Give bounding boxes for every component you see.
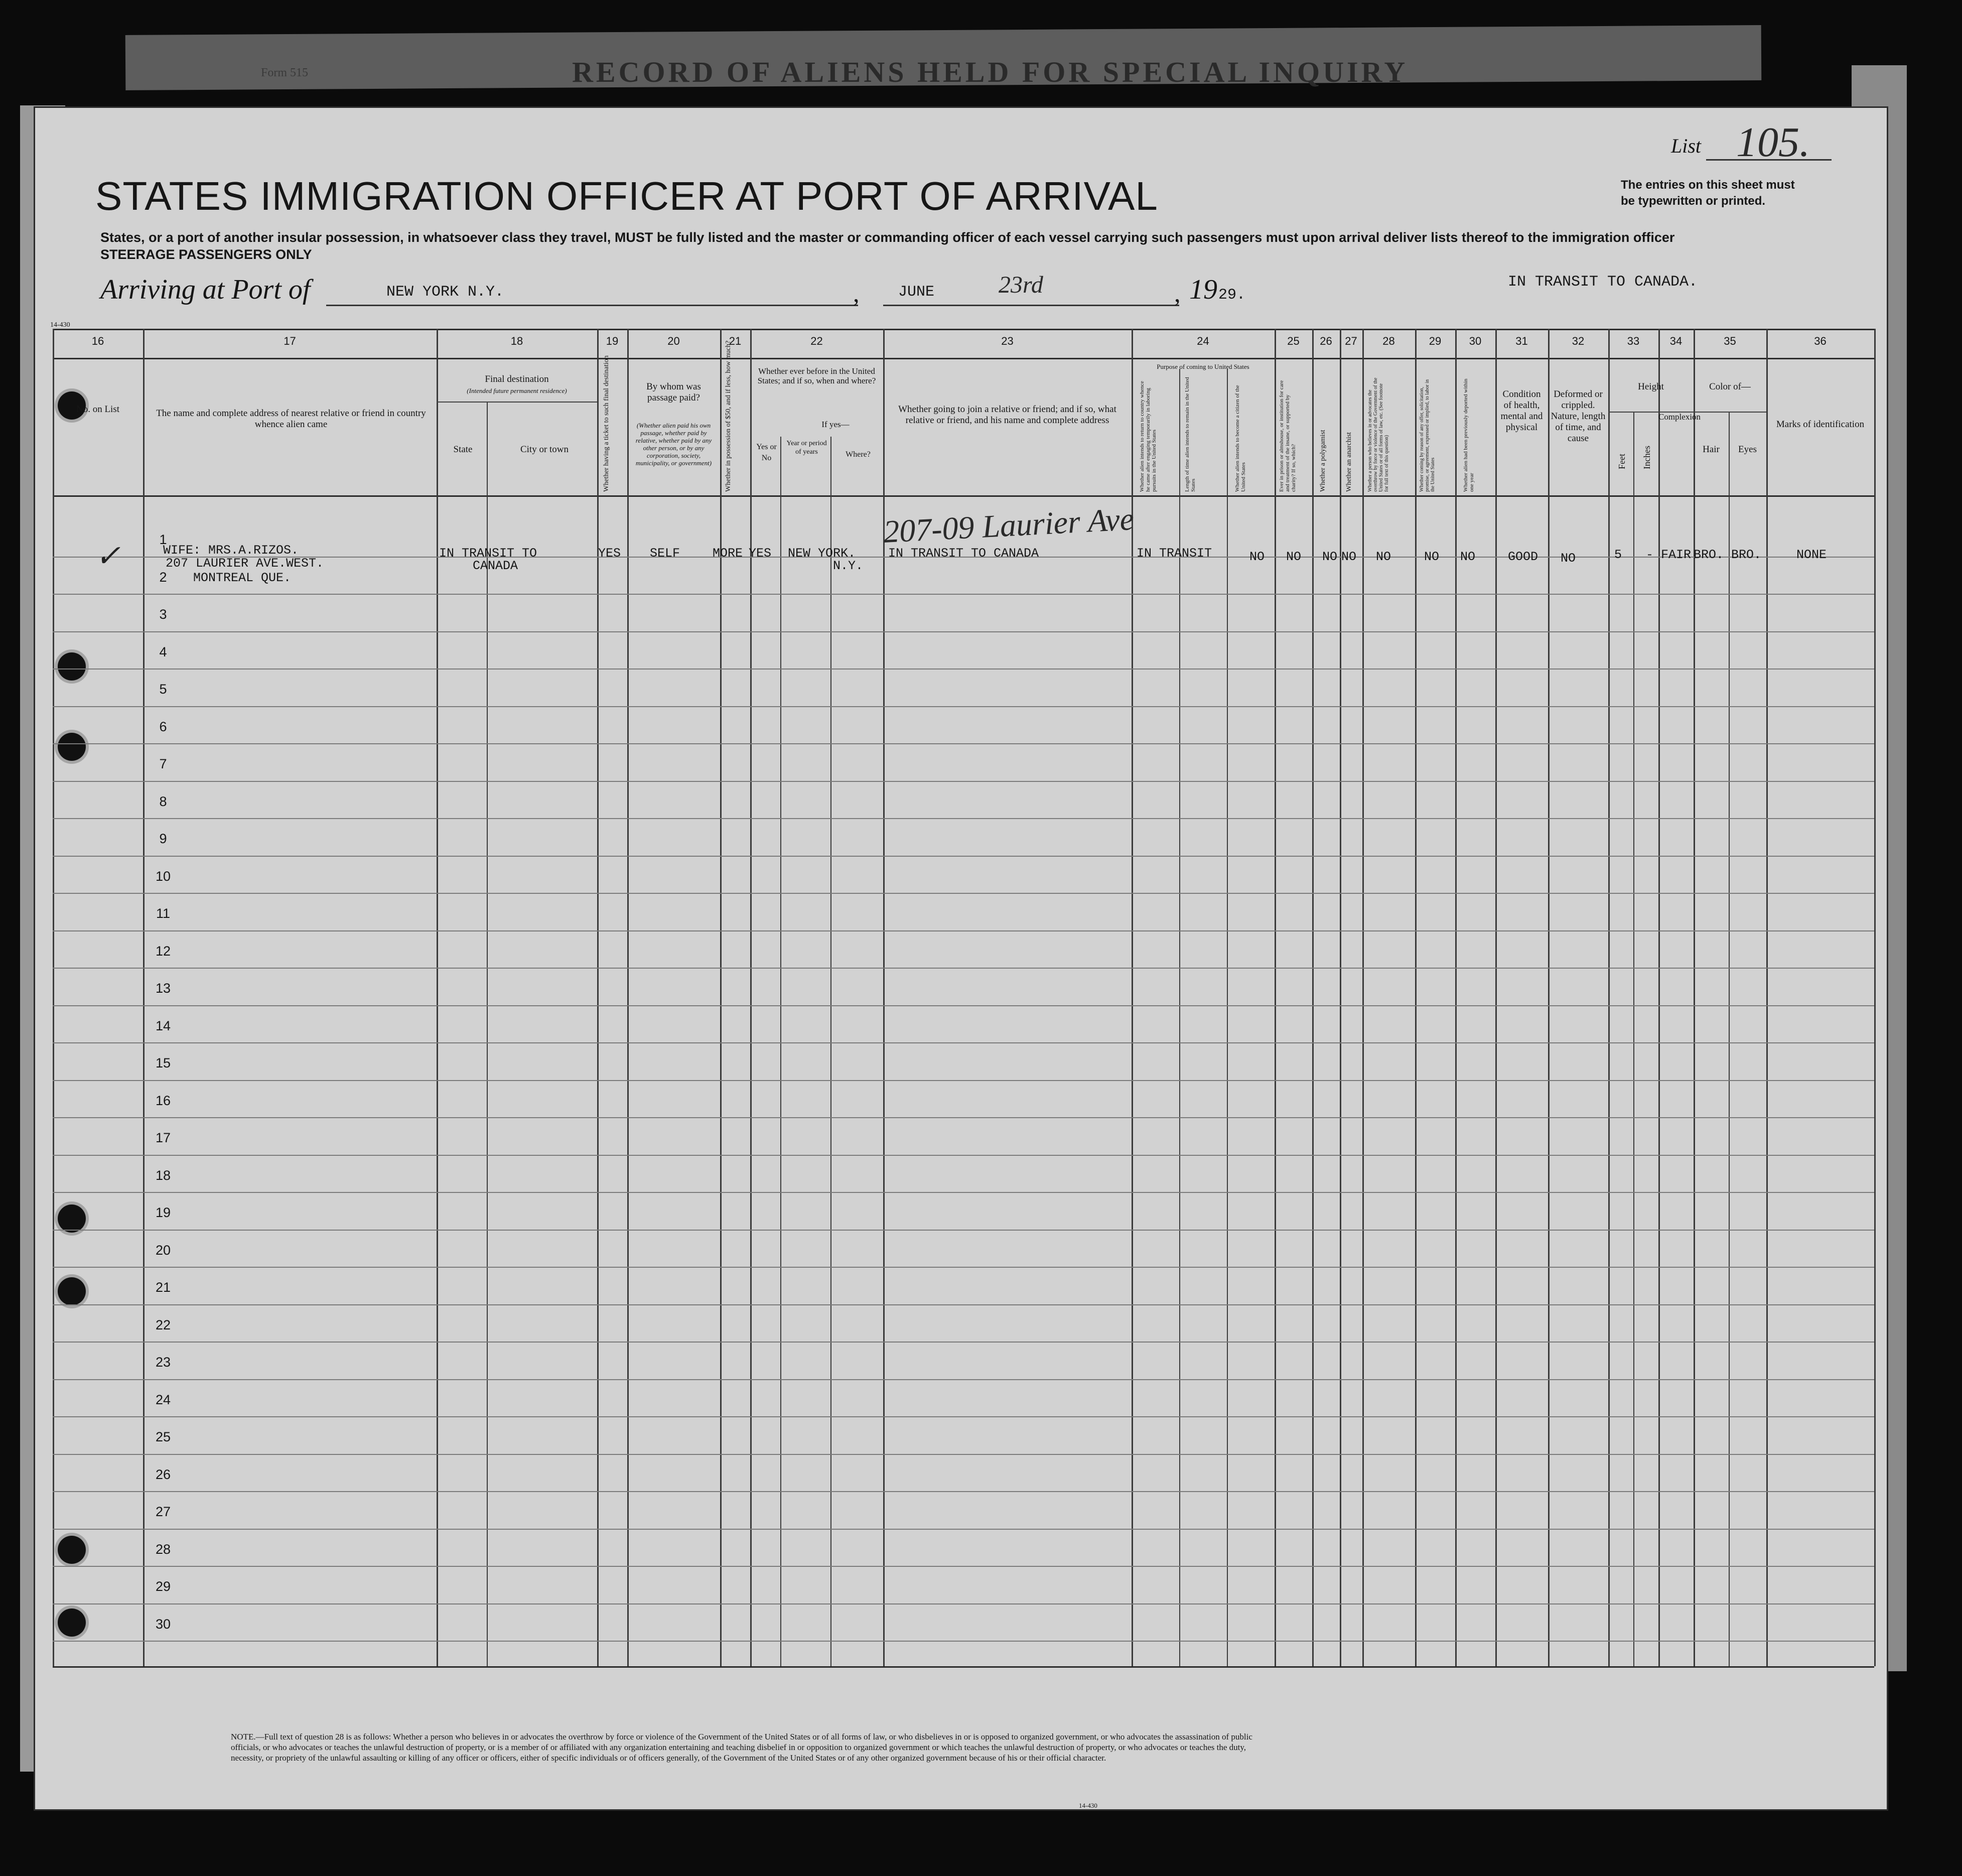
- column-number: 34: [1669, 335, 1683, 347]
- row-line: [53, 1454, 1874, 1455]
- year-prefix: 19: [1189, 274, 1217, 305]
- row-number: 29: [155, 1579, 171, 1594]
- row-line: [53, 1155, 1874, 1156]
- port-value: NEW YORK N.Y.: [386, 284, 504, 301]
- header-joining: Whether going to join a relative or friend; and if so, what relative or friend, and his name and complete address: [898, 404, 1116, 426]
- citizen-value: NO: [1249, 550, 1265, 564]
- where-line-2: N.Y.: [833, 559, 864, 573]
- row-line: [53, 1603, 1874, 1604]
- punch-hole: [58, 1609, 86, 1637]
- divider: [1694, 412, 1766, 413]
- header-complexion: Complexion: [1658, 412, 1701, 422]
- column-number: 25: [1287, 335, 1300, 347]
- column-number: 22: [810, 335, 823, 347]
- header-state: State: [453, 444, 473, 455]
- row-line: [53, 1491, 1874, 1492]
- table-top-border: [53, 329, 1874, 330]
- column-line: [1340, 329, 1341, 1666]
- handwritten-address: 207-09 Laurier Ave: [882, 500, 1135, 550]
- header-overthrow: Whether a person who believes in or advocates the overthrow by force or violence of the Government of the United States or of all forms of law, etc. (See footnote for full text of this question): [1367, 377, 1389, 492]
- check-mark: ✓: [95, 540, 121, 573]
- row-line: [53, 743, 1874, 744]
- header-purpose-b: Length of time alien intends to remain in the United States: [1184, 377, 1196, 492]
- instruction-line-1: The entries on this sheet must: [1621, 178, 1795, 192]
- column-number: 16: [91, 335, 104, 347]
- table-bottom-border: [53, 1666, 1874, 1668]
- column-line: [750, 329, 752, 1666]
- row-number: 4: [159, 644, 167, 659]
- row-number: 1: [159, 532, 167, 547]
- state-line-1: IN TRANSIT TO: [439, 546, 537, 561]
- header-height: Height: [1638, 381, 1664, 392]
- list-label: List: [1671, 135, 1702, 157]
- column-number: 27: [1345, 335, 1357, 347]
- joining-value: IN TRANSIT TO CANADA: [888, 546, 1039, 561]
- inches-value: -: [1646, 548, 1654, 562]
- date-underline: [883, 305, 1179, 306]
- row-line: [53, 1267, 1874, 1268]
- column-line: [1495, 329, 1497, 1666]
- header-color-of: Color of—: [1709, 381, 1751, 392]
- comma: ,: [853, 279, 860, 307]
- header-city: City or town: [520, 444, 569, 455]
- footnote: NOTE.—Full text of question 28 is as follows: Whether a person who believes in or advocates the overthrow by force or violence of the Government of the United States or of all forms of law, or who disbelieves in or is opposed to organized government, or who advocates the assassination of public officials, or who advocates or teaches the unlawful destruction of property, or is a member of or affiliated with any organization entertaining and teaching disbelief in or opposition to organized government or which teaches the unlawful destruction of property, or who advocates or teaches the duty, necessity, or propriety of the unlawful assaulting or killing of any officer or officers, either of specific individuals or of officers generally, of the Government of the United States or of any other organized government because of his or their official character.: [231, 1732, 1252, 1763]
- punch-hole: [58, 1536, 86, 1564]
- overthrow-value: NO: [1376, 550, 1391, 564]
- row-number: 7: [159, 756, 167, 771]
- row-number: 8: [159, 793, 167, 809]
- row-line: [53, 1379, 1874, 1380]
- column-number: 31: [1515, 335, 1528, 347]
- column-number: 28: [1382, 335, 1395, 347]
- header-no-on-list: No. on List: [76, 404, 120, 415]
- sub-column-line: [1729, 412, 1730, 1666]
- column-number: 30: [1469, 335, 1482, 347]
- port-underline: [326, 305, 858, 306]
- money-value: MORE: [713, 546, 743, 561]
- row-line: [53, 856, 1874, 857]
- arriving-label: Arriving at Port of: [100, 274, 311, 305]
- column-line: [1608, 329, 1610, 1666]
- row-line: [53, 930, 1874, 931]
- day-value: 23rd: [999, 272, 1043, 298]
- complexion-value: FAIR: [1661, 548, 1692, 562]
- row-number: 3: [159, 607, 167, 622]
- header-coming-offer: Whether coming by reason of any offer, solicitation, promise, or agreement, expressed or implied, to labor in the United States: [1419, 379, 1436, 492]
- row-line: [53, 594, 1874, 595]
- header-yes-no: Yes or No: [756, 443, 777, 462]
- row-number: 19: [155, 1205, 171, 1220]
- header-polygamist: Whether a polygamist: [1319, 430, 1327, 492]
- header-prison: Ever in prison or almshouse, or institution for care and treatment of the insane, or supported by charity? If so, which?: [1279, 380, 1297, 492]
- column-number: 17: [284, 335, 296, 347]
- header-nearest-relative: The name and complete address of nearest relative or friend in country whence alien came: [156, 408, 426, 430]
- anarchist-value: NO: [1341, 550, 1357, 564]
- row-line: [53, 1304, 1874, 1305]
- ticket-value: YES: [598, 546, 621, 561]
- column-number-border: [53, 358, 1874, 359]
- polygamist-value: NO: [1322, 550, 1338, 564]
- sub-column-line: [830, 437, 831, 1666]
- header-year-period: Year or period of years: [786, 440, 827, 456]
- header-deformed: Deformed or crippled. Nature, length of time, and cause: [1551, 389, 1606, 444]
- divider: [437, 401, 597, 403]
- where-line-1: NEW YORK.: [788, 546, 856, 561]
- header-where: Where?: [846, 450, 871, 459]
- row-number: 20: [155, 1242, 171, 1258]
- row-line: [53, 781, 1874, 782]
- punch-hole: [58, 652, 86, 681]
- purpose-value: IN TRANSIT: [1137, 546, 1212, 561]
- header-if-yes: If yes—: [821, 420, 850, 429]
- sub-column-line: [487, 401, 488, 1666]
- header-anarchist: Whether an anarchist: [1345, 432, 1353, 492]
- header-passage-paid: By whom was passage paid?: [646, 381, 701, 403]
- row-number: 12: [155, 943, 171, 959]
- header-bottom-border: [53, 495, 1874, 497]
- comma: ,: [1174, 279, 1181, 307]
- column-line: [720, 329, 722, 1666]
- column-line: [1415, 329, 1417, 1666]
- health-value: GOOD: [1508, 550, 1538, 564]
- before-yes-value: YES: [749, 546, 772, 561]
- row-number: 11: [156, 906, 171, 921]
- column-line: [53, 329, 54, 1666]
- row-line: [53, 1080, 1874, 1081]
- prison-value: NO: [1286, 550, 1302, 564]
- column-line: [143, 329, 145, 1666]
- punch-hole: [58, 1204, 86, 1233]
- row-number: 15: [155, 1055, 171, 1070]
- header-eyes: Eyes: [1738, 444, 1757, 455]
- header-passage-note: (Whether alien paid his own passage, whether paid by relative, whether paid by any other person, or by any corporation, society, municipality, or government): [635, 422, 712, 467]
- column-number: 36: [1814, 335, 1827, 347]
- row-number: 24: [155, 1392, 171, 1407]
- row-line: [53, 1192, 1874, 1193]
- offer-value: NO: [1424, 550, 1440, 564]
- column-number: 18: [510, 335, 523, 347]
- column-number: 20: [667, 335, 680, 347]
- deported-value: NO: [1460, 550, 1476, 564]
- row-number: 23: [155, 1355, 171, 1370]
- header-hair: Hair: [1703, 444, 1720, 455]
- state-line-2: CANADA: [473, 559, 518, 573]
- relative-line-2: 207 LAURIER AVE.WEST.: [166, 556, 324, 571]
- column-line: [1766, 329, 1768, 1666]
- row-number: 27: [155, 1504, 171, 1519]
- paid-by-value: SELF: [650, 546, 680, 561]
- marks-value: NONE: [1796, 548, 1827, 562]
- month-value: JUNE: [898, 284, 935, 301]
- header-feet: Feet: [1617, 454, 1627, 469]
- column-line: [437, 329, 438, 1666]
- sub-column-line: [1227, 369, 1228, 1666]
- footnote-code: 14-430: [1079, 1802, 1097, 1809]
- row-number: 18: [155, 1167, 171, 1183]
- header-marks: Marks of identification: [1776, 419, 1865, 430]
- row-line: [53, 668, 1874, 669]
- header-purpose-c: Whether alien intends to become a citizen of the United States: [1234, 385, 1246, 492]
- row-number: 2: [159, 569, 167, 585]
- row-number: 17: [155, 1130, 171, 1145]
- header-purpose: Purpose of coming to United States: [1157, 363, 1249, 370]
- row-line: [53, 1342, 1874, 1343]
- row-line: [53, 1230, 1874, 1231]
- row-line: [53, 893, 1874, 894]
- row-line: [53, 968, 1874, 969]
- row-number: 22: [155, 1317, 171, 1332]
- deformed-value: NO: [1561, 551, 1576, 566]
- eyes-value: BRO.: [1731, 548, 1762, 562]
- row-number: 10: [155, 868, 171, 884]
- page-title: STATES IMMIGRATION OFFICER AT PORT OF ARRIVAL: [95, 174, 1158, 218]
- header-ticket: Whether having a ticket to such final destination: [603, 355, 610, 492]
- row-line: [53, 1641, 1874, 1642]
- hair-value: BRO.: [1694, 548, 1724, 562]
- column-number: 33: [1627, 335, 1640, 347]
- column-number: 35: [1724, 335, 1736, 347]
- row-line: [53, 706, 1874, 707]
- sub-column-line: [1179, 369, 1180, 1666]
- row-number: 14: [155, 1018, 171, 1033]
- row-number: 9: [159, 831, 167, 846]
- column-line: [1455, 329, 1457, 1666]
- class-statement: States, or a port of another insular possession, in whatsoever class they travel, MUST be fully listed and the master or commanding officer of each vessel carrying such passengers must upon arrival deliver lists thereof to the immigration officer: [100, 230, 1675, 245]
- transit-note: IN TRANSIT TO CANADA.: [1508, 274, 1698, 291]
- header-inches: Inches: [1642, 446, 1652, 469]
- column-number: 21: [729, 335, 742, 347]
- header-final-destination-note: (Intended future permanent residence): [467, 387, 567, 394]
- column-number: 23: [1001, 335, 1014, 347]
- row-line: [53, 631, 1874, 632]
- row-number: 21: [155, 1280, 171, 1295]
- row-line: [53, 818, 1874, 819]
- steerage-label: STEERAGE PASSENGERS ONLY: [100, 247, 312, 262]
- column-number: 32: [1572, 335, 1585, 347]
- row-line: [53, 1042, 1874, 1043]
- relative-line-3: MONTREAL QUE.: [193, 571, 292, 585]
- row-line: [53, 1566, 1874, 1567]
- column-number: 29: [1429, 335, 1442, 347]
- row-number: 16: [155, 1093, 171, 1108]
- sub-column-line: [780, 437, 781, 1666]
- column-line: [1658, 329, 1660, 1666]
- column-number: 24: [1197, 335, 1209, 347]
- column-line: [1275, 329, 1276, 1666]
- column-number: 26: [1320, 335, 1332, 347]
- row-line: [53, 1529, 1874, 1530]
- header-purpose-a: Whether alien intends to return to country whence he came after engaging temporarily in laboring pursuits in the United States: [1139, 381, 1157, 492]
- column-line: [1312, 329, 1314, 1666]
- back-sheet-title: RECORD OF ALIENS HELD FOR SPECIAL INQUIRY: [572, 56, 1409, 88]
- header-money: Whether in possession of $50, and if less, how much?: [725, 340, 732, 492]
- back-sheet-form: Form 515: [261, 66, 309, 79]
- instruction-line-2: be typewritten or printed.: [1621, 194, 1766, 208]
- header-ever-before: Whether ever before in the United States; and if so, when and where?: [757, 366, 876, 385]
- column-line: [627, 329, 629, 1666]
- column-line: [1874, 329, 1876, 1666]
- row-number: 28: [155, 1541, 171, 1557]
- manifest-page: [35, 108, 1887, 1809]
- punch-hole: [58, 733, 86, 761]
- row-line: [53, 1117, 1874, 1118]
- sub-column-line: [1633, 412, 1634, 1666]
- row-line: [53, 1416, 1874, 1417]
- column-line: [597, 329, 599, 1666]
- form-code: 14-430: [50, 321, 70, 329]
- row-number: 13: [155, 981, 171, 996]
- feet-value: 5: [1614, 548, 1622, 562]
- punch-hole: [58, 1277, 86, 1305]
- year-suffix: 29.: [1218, 287, 1246, 304]
- row-number: 26: [155, 1466, 171, 1482]
- header-final-destination: Final destination: [485, 374, 549, 384]
- row-line: [53, 1005, 1874, 1006]
- column-line: [1548, 329, 1550, 1666]
- column-line: [1362, 329, 1364, 1666]
- row-number: 25: [155, 1429, 171, 1444]
- row-number: 30: [155, 1616, 171, 1632]
- column-number: 19: [606, 335, 619, 347]
- header-condition: Condition of health, mental and physical: [1500, 389, 1543, 433]
- list-number: 105.: [1736, 119, 1810, 166]
- relative-line-1: WIFE: MRS.A.RIZOS.: [163, 543, 299, 558]
- row-number: 5: [159, 682, 167, 697]
- header-deported: Whether alien had been previously deported within one year: [1463, 378, 1475, 492]
- row-number: 6: [159, 719, 167, 734]
- column-line: [1694, 329, 1695, 1666]
